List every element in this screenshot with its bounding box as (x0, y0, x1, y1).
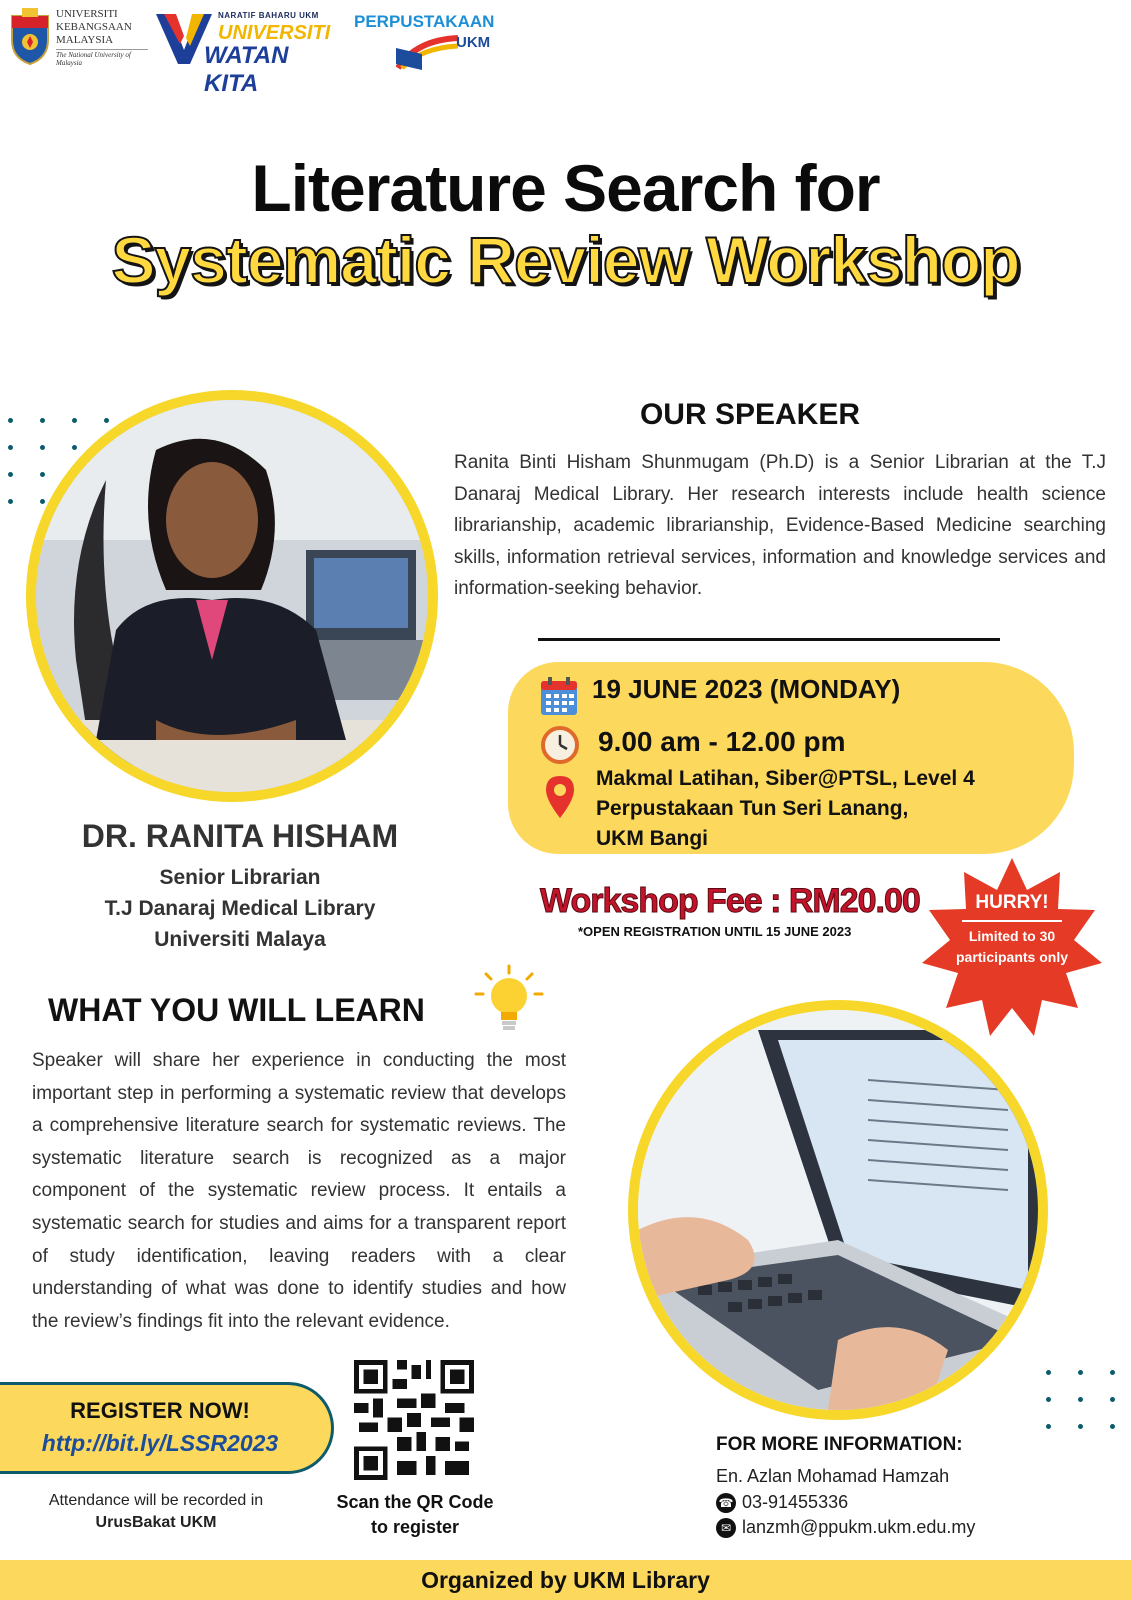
dot (104, 418, 109, 423)
dot (72, 445, 77, 450)
watan-kita-line2: WATAN KITA (204, 42, 289, 97)
contact-name: En. Azlan Mohamad Hamzah (716, 1466, 950, 1486)
dot (1046, 1370, 1051, 1375)
dot (8, 418, 13, 423)
dot (1078, 1370, 1083, 1375)
dot (40, 499, 45, 504)
ukm-logo-line: KEBANGSAAN (56, 21, 132, 33)
speaker-photo (36, 400, 428, 792)
watan-kita-tagline: NARATIF BAHARU UKM (218, 11, 319, 20)
speaker-portrait-icon (36, 400, 428, 792)
speaker-name: DR. RANITA HISHAM (81, 818, 399, 854)
decorative-dots-right (1046, 1370, 1131, 1429)
qr-caption-line1: Scan the QR Code (336, 1492, 494, 1512)
ukm-logo-line: UNIVERSITI (56, 8, 118, 20)
event-venue (596, 764, 975, 854)
qr-caption-line2: to register (370, 1517, 460, 1537)
dot (40, 445, 45, 450)
register-title: REGISTER NOW! (70, 1398, 250, 1423)
library-book-icon (396, 34, 460, 70)
ukm-logo (8, 6, 148, 70)
speaker-role: Senior Librarian (159, 866, 321, 889)
section-divider (538, 638, 1000, 641)
contact-phone[interactable]: 03-91455336 (742, 1492, 849, 1512)
venue-line2: Perpustakaan Tun Seri Lanang, (596, 797, 909, 820)
dot (1046, 1397, 1051, 1402)
watan-kita-line1: UNIVERSITI (218, 22, 331, 44)
library-logo-name: PERPUSTAKAAN (354, 12, 495, 31)
lightbulb-icon (472, 964, 546, 1034)
library-logo-suffix: UKM (456, 34, 491, 51)
phone-icon: ☎ (716, 1493, 736, 1513)
venue-line1: Makmal Latihan, Siber@PTSL, Level 4 (596, 767, 975, 790)
qr-code-icon[interactable] (354, 1360, 474, 1480)
dot (72, 418, 77, 423)
workshop-fee: Workshop Fee : RM20.00 (540, 882, 920, 920)
ukm-logo-tagline: The National University of Malaysia (56, 49, 148, 67)
clock-icon (541, 726, 579, 764)
ukm-crest-icon (8, 6, 52, 66)
dot (1110, 1424, 1115, 1429)
speaker-library: T.J Danaraj Medical Library (104, 897, 376, 920)
dot (8, 499, 13, 504)
qr-caption (320, 1490, 510, 1540)
ukm-logo-text (56, 8, 148, 67)
location-pin-icon (544, 774, 576, 820)
hurry-line1: Limited to 30 (968, 928, 1056, 944)
dot (1110, 1370, 1115, 1375)
dot (8, 472, 13, 477)
dot (1046, 1424, 1051, 1429)
laptop-photo (638, 1010, 1038, 1410)
email-icon: ✉ (716, 1518, 736, 1538)
page-title-line2: Systematic Review Workshop (111, 223, 1020, 297)
hurry-line2: participants only (955, 949, 1069, 965)
attendance-line1: Attendance will be recorded in (48, 1492, 264, 1509)
contact-heading: FOR MORE INFORMATION: (716, 1434, 963, 1455)
event-time: 9.00 am - 12.00 pm (598, 726, 846, 757)
ukm-logo-line: MALAYSIA (56, 34, 114, 46)
dot (8, 445, 13, 450)
hurry-subtitle (932, 926, 1092, 968)
dot (1078, 1397, 1083, 1402)
venue-line3: UKM Bangi (596, 827, 708, 850)
speaker-bio: Ranita Binti Hisham Shunmugam (Ph.D) is a Senior Librarian at the T.J Danaraj Medical Library. Her research interests include health science librarianship, academic librarianship, Evidence-Based Medicine searching skills, information retrieval services, information and knowledge services and information-seeking behavior. (454, 452, 1106, 599)
dot (1110, 1397, 1115, 1402)
dot (1078, 1424, 1083, 1429)
footer-organizer: Organized by UKM Library (0, 1560, 1131, 1600)
watan-kita-logo (156, 8, 336, 97)
learn-description: Speaker will share her experience in conducting the most important step in performing a systematic review that develops a comprehensive literature search for systematic reviews. The systematic literature search is recognized as a major component of the systematic review process. It entails a systematic search for studies and aims for a transparent report of study identification, leaving readers with a clear understanding of what was done to identify studies and how the review’s findings fit into the relevant evidence. (32, 1050, 566, 1332)
event-date: 19 JUNE 2023 (MONDAY) (592, 674, 901, 704)
laptop-illustration-icon (638, 1010, 1038, 1410)
hurry-divider (962, 920, 1062, 922)
attendance-line2: UrusBakat UKM (95, 1514, 217, 1531)
dot (40, 418, 45, 423)
hurry-title: HURRY! (975, 892, 1049, 913)
page-title-line1: Literature Search for (251, 151, 880, 225)
attendance-note (14, 1490, 298, 1534)
learn-heading: WHAT YOU WILL LEARN (48, 992, 425, 1028)
calendar-icon (540, 676, 578, 716)
register-link[interactable]: http://bit.ly/LSSR2023 (41, 1430, 279, 1456)
contact-email-row (716, 1517, 975, 1538)
dot (40, 472, 45, 477)
library-logo (354, 8, 504, 70)
speaker-heading: OUR SPEAKER (639, 398, 861, 431)
speaker-details (40, 862, 440, 955)
speaker-university: Universiti Malaya (154, 928, 326, 951)
registration-note: *OPEN REGISTRATION UNTIL 15 JUNE 2023 (578, 924, 852, 939)
contact-phone-row (716, 1492, 848, 1513)
contact-email[interactable]: lanzmh@ppukm.ukm.edu.my (742, 1517, 976, 1537)
register-banner (0, 1382, 334, 1474)
